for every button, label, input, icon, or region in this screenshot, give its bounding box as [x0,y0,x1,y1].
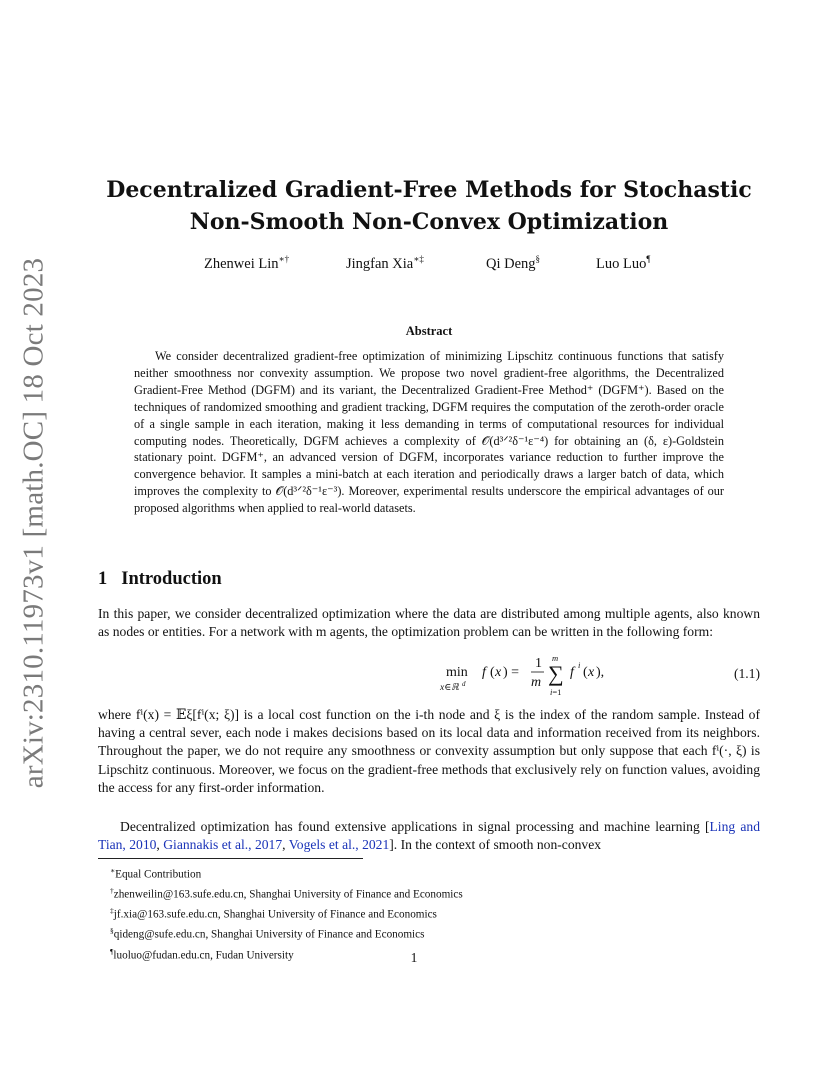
author-mark: ∗‡ [413,254,424,264]
arxiv-stamp-text: arXiv:2310.11973v1 [math.OC] 18 Oct 2023 [17,257,50,788]
intro-paragraph-2: where fⁱ(x) = 𝔼ξ[fⁱ(x; ξ)] is a local cost function on the i-th node and ξ is the index of the random sample. Instead of having a central sever, each node i makes decisions based on its local data and information received from its neighbors. Throughout the paper, we do not require any smoothness or convexity assumption but only suppose that each fⁱ(·, ξ) is Lipschitz continuous. Moreover, we focus on the gradient-free methods that exclusively rely on function values, avoiding the access for any first-order information. [98,707,760,795]
footnote-mark: § [110,926,114,936]
page-number: 1 [410,950,418,965]
svg-text:x: x [588,665,595,680]
footnote-mark: † [110,886,114,896]
author [486,254,540,273]
author [596,254,650,273]
author-name: Qi Deng [486,255,536,272]
svg-text:min: min [446,665,468,680]
svg-text:) =: ) = [503,665,520,680]
paragraph-text: Decentralized optimization has found extensive applications in signal processing and machine learning [ [120,819,710,834]
abstract-body: We consider decentralized gradient-free optimization of minimizing Lipschitz continuous functions that satisfy neither smoothness nor convexity assumption. We propose two novel gradient-free algorithms, the Decentralized Gradient-Free Method (DGFM) and its variant, the Decentralized Gradient-Free Method⁺ (DGFM⁺). Based on the techniques of randomized smoothing and gradient tracking, DGFM requires the computation of the zeroth-order oracle of a single sample in each iteration, making it less demanding in terms of computational resources for individual computing nodes. Theoretically, DGFM achieves a complexity of 𝒪(d³ᐟ²δ⁻¹ε⁻⁴) for obtaining an (δ, ε)-Goldstein stationary point. DGFM⁺, an advanced version of DGFM, incorporates variance reduction to further improve the convergence behavior. It samples a mini-batch at each iteration and periodically draws a larger batch of data, which improves the complexity to 𝒪(d³ᐟ²δ⁻¹ε⁻³). Moreover, experimental results underscore the empirical advantages of our proposed algorithms when applied to real-world datasets. [134,349,724,516]
section-title: Introduction [121,569,222,589]
footnote-text: Equal Contribution [115,868,202,881]
svg-text:x∈ℝ: x∈ℝ [440,683,459,693]
author-name: Jingfan Xia [346,255,414,272]
intro-paragraph-3: Decentralized optimization has found extensive applications in signal processing and machine learning [Ling and Tian, 2010, Giannakis et al., 2017, Vogels et al., 2021]. In the context of smooth non-convex [98,819,760,853]
footnote-mark: ‡ [110,906,114,916]
svg-text:1: 1 [535,656,542,671]
author [204,254,289,273]
svg-text:i=1: i=1 [550,687,562,697]
footnote-text: zhenweilin@163.sufe.edu.cn, Shanghai University of Finance and Economics [113,888,463,901]
svg-text:),: ), [596,665,605,680]
author-mark: § [535,254,541,264]
equation-1-1 [98,652,760,700]
arxiv-stamp [14,257,54,788]
author-mark: ∗† [278,254,290,264]
footnote [110,923,463,943]
paper-title [98,174,760,238]
intro-paragraph-1: In this paper, we consider decentralized optimization where the data are distributed among multiple agents, also known as nodes or entities. For a network with m agents, the optimization problem can be written in the following form: [98,606,760,640]
equation-number: (1.1) [733,666,760,681]
svg-text:f: f [570,665,574,680]
svg-text:x: x [495,665,502,680]
author-name: Zhenwei Lin [204,255,279,272]
footnote-text: jf.xia@163.sufe.edu.cn, Shanghai University of Finance and Economics [113,909,437,922]
section-heading [98,569,222,590]
footnote-rule [98,858,363,859]
svg-text:d: d [462,680,466,688]
citation-link[interactable]: Vogels et al., 2021 [288,837,390,853]
paragraph-text: ]. In the context of smooth non-convex [389,837,602,853]
citation-link[interactable]: Giannakis et al., 2017 [163,837,283,853]
svg-text:m: m [531,675,542,690]
footnote [110,883,463,903]
footnote-text: qideng@sufe.edu.cn, Shanghai University of Finance and Economics [113,929,425,942]
equation-formula [438,652,638,700]
section-number: 1 [98,569,108,589]
svg-text:(: ( [583,665,588,680]
footnote-text: luoluo@fudan.edu.cn, Fudan University [113,949,294,962]
author [346,254,424,273]
footnote [110,863,463,883]
abstract-heading: Abstract [405,324,453,338]
svg-text:∑: ∑ [548,661,564,686]
author-name: Luo Luo [596,255,647,272]
title-line-1: Decentralized Gradient-Free Methods for Stochastic [106,177,752,203]
author-list [98,254,760,276]
svg-text:m: m [552,653,559,663]
footnote [110,903,463,923]
svg-text:(: ( [490,665,495,680]
svg-text:i: i [578,660,581,670]
svg-text:f: f [482,665,486,680]
author-mark: ¶ [646,254,651,264]
citation-link[interactable]: Ling and Tian, 2010 [98,819,760,853]
footnote-mark: ¶ [110,946,114,956]
title-line-2: Non-Smooth Non-Convex Optimization [189,209,669,235]
footnotes [98,863,463,964]
footnote-mark: ∗ [110,866,116,875]
